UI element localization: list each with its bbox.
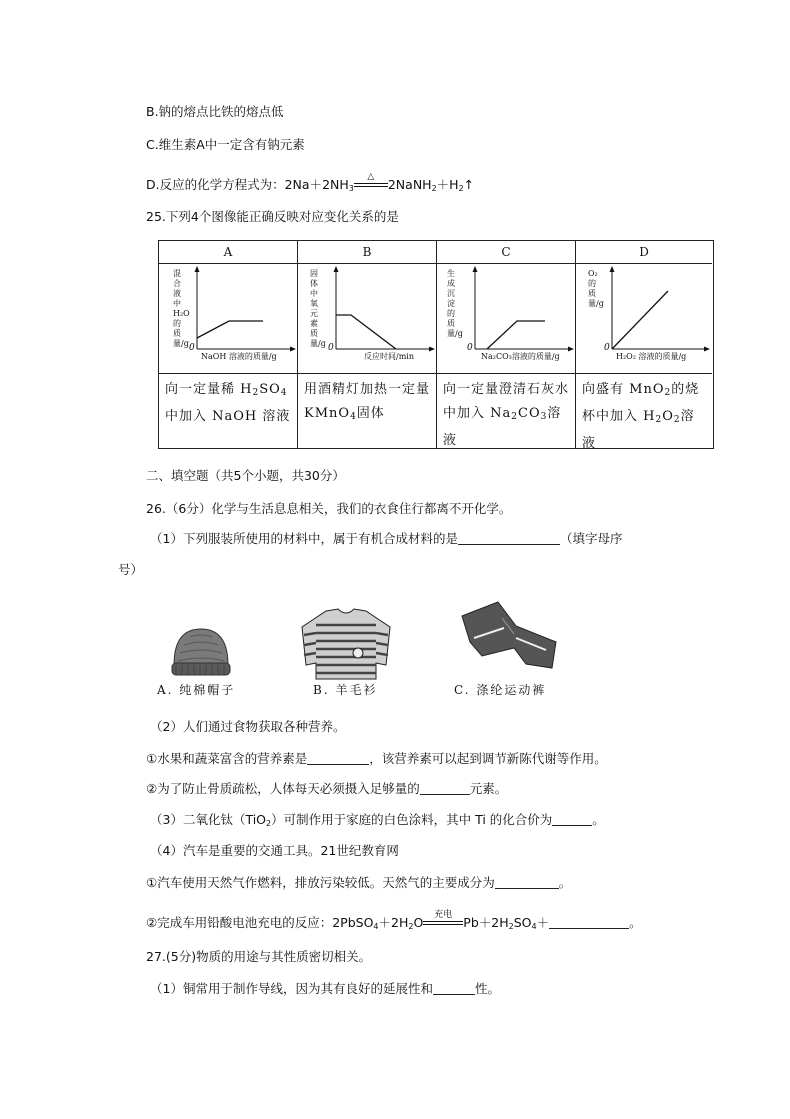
- graph-a-x-arrow-icon: [290, 347, 296, 352]
- answer-blank-5[interactable]: [495, 875, 559, 889]
- graph-d-ylabel: O₂的质量/g: [588, 269, 604, 308]
- graph-a-origin: 0: [189, 343, 195, 353]
- graph-a-ylabel: 混合液中H₂O的质量/g: [173, 269, 190, 348]
- q26-part1: （1）下列服装所使用的材料中，属于有机合成材料的是 （填字母序: [150, 531, 623, 546]
- q27-stem: 27.(5分)物质的用途与其性质密切相关。: [146, 949, 372, 964]
- column-head-b: B: [298, 241, 436, 264]
- answer-blank-6[interactable]: [549, 915, 629, 929]
- q26-part2b: ②为了防止骨质疏松，人体每天必须摄入足够量的 元素。: [146, 781, 508, 796]
- q26-part4b: ②完成车用铅酸电池充电的反应：$2PbSO_4+2H_2O$ 充电 $Pb+2H_2SO_4+$ 。: [146, 910, 642, 931]
- wool-sweater-image: [296, 605, 396, 683]
- graph-a-description: 向一定量稀 $H_2SO_4$中加入 NaOH 溶液: [159, 373, 297, 448]
- heating-condition-sign: △: [354, 177, 388, 191]
- graph-d-xlabel: H₂O₂ 溶液的质量/g: [616, 352, 687, 361]
- q26-stem: 26.（6分）化学与生活息息相关，我们的衣食住行都离不开化学。: [146, 501, 512, 516]
- q26-part2: （2）人们通过食物获取各种营养。: [150, 719, 346, 734]
- graph-column-d: [576, 241, 712, 451]
- graph-column-b: [298, 241, 437, 448]
- polyester-pants-image: [456, 598, 560, 678]
- section-heading: 二、填空题（共5个小题，共30分）: [146, 468, 345, 483]
- graph-d-y-arrow-icon: [610, 266, 615, 272]
- graph-b-xlabel: 反应时间/min: [364, 352, 414, 361]
- graph-b-ylabel: 固体中氧元素质量/g: [310, 269, 326, 348]
- picture-caption-b: B. 羊毛衫: [313, 683, 378, 697]
- graph-b-x-arrow-icon: [429, 347, 435, 352]
- q26-part1-wrap: 号）: [118, 562, 144, 577]
- column-head-a: A: [159, 241, 297, 264]
- q25-graph-table: [158, 240, 714, 449]
- graph-c-ylabel: 生成沉淀的质量/g: [447, 269, 463, 338]
- graph-b-curve: [336, 315, 396, 349]
- graph-c-curve: [487, 321, 545, 349]
- q25-stem: 25.下列4个图像能正确反映对应变化关系的是: [146, 209, 399, 224]
- gas-up-arrow-icon: ↑: [463, 177, 475, 192]
- column-head-c: C: [437, 241, 575, 264]
- charging-condition-sign: 充电: [423, 915, 463, 929]
- graph-d-description: 向盛有 MnO$_2$的烧杯中加入 $H_2O_2$溶液: [576, 373, 712, 448]
- graph-a-y-arrow-icon: [195, 266, 200, 272]
- graph-d-origin: 0: [604, 343, 610, 353]
- graph-c-y-arrow-icon: [473, 266, 478, 272]
- answer-blank-4[interactable]: [552, 812, 592, 826]
- q27-part1: （1）铜常用于制作导线，因为其有良好的延展性和 性。: [150, 981, 500, 996]
- answer-blank-3[interactable]: [420, 781, 470, 795]
- graph-d-x-arrow-icon: [704, 347, 710, 352]
- q26-part4: （4）汽车是重要的交通工具。21世纪教育网: [150, 843, 399, 858]
- graph-a-xlabel: NaOH 溶液的质量/g: [201, 352, 277, 361]
- q24-option-c: C.维生素A中一定含有钠元素: [146, 137, 305, 152]
- graph-b-description: 用酒精灯加热一定量 KMnO$_4$固体: [298, 373, 436, 448]
- graph-a-curve: [197, 321, 263, 338]
- graph-c-origin: 0: [467, 343, 473, 353]
- graph-d-curve: [612, 291, 668, 349]
- picture-caption-a: A. 纯棉帽子: [157, 683, 236, 697]
- cotton-hat-image: [166, 625, 236, 681]
- graph-c-description: 向一定量澄清石灰水中加入 $Na_2CO_3$溶液: [437, 373, 575, 448]
- q26-part4a: ①汽车使用天然气作燃料，排放污染较低。天然气的主要成分为 。: [146, 875, 572, 890]
- q26-part2a: ①水果和蔬菜富含的营养素是 ，该营养素可以起到调节新陈代谢等作用。: [146, 751, 607, 766]
- q26-part3: （3）二氧化钛（TiO$_2$）可制作用于家庭的白色涂料，其中 Ti 的化合价为 。: [150, 812, 605, 828]
- graph-column-c: [437, 241, 576, 448]
- graph-b-origin: 0: [328, 343, 334, 353]
- answer-blank-7[interactable]: [433, 981, 475, 995]
- q24-option-d: D.反应的化学方程式为：$2Na+2NH_3$ △ $2NaNH_2+H_2↑$: [146, 172, 475, 193]
- q24-option-b: B.钠的熔点比铁的熔点低: [146, 104, 284, 119]
- column-head-d: D: [576, 241, 712, 264]
- answer-blank-1[interactable]: [458, 531, 560, 545]
- graph-c-xlabel: Na₂CO₃溶液的质量/g: [481, 352, 560, 361]
- graph-b-y-arrow-icon: [334, 266, 339, 272]
- graph-column-a: [159, 241, 298, 448]
- answer-blank-2[interactable]: [307, 751, 369, 765]
- graph-c-x-arrow-icon: [568, 347, 574, 352]
- picture-caption-c: C. 涤纶运动裤: [454, 683, 547, 697]
